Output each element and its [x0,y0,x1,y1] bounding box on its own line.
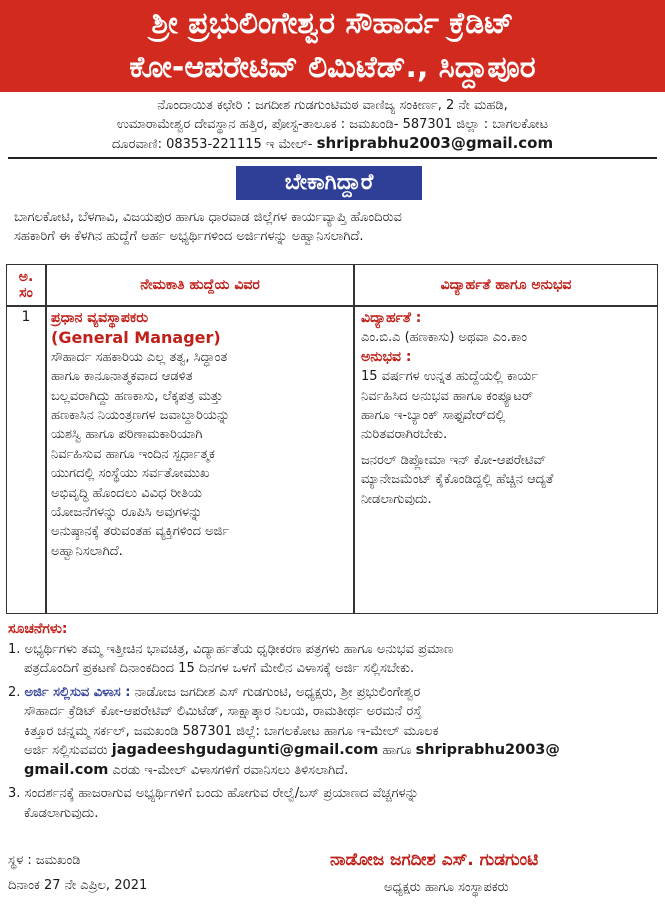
vacancy-table [6,264,658,614]
table-divider [7,305,657,307]
experience-line: 15 ವರ್ಷಗಳ ಉನ್ನತ ಹುದ್ದೆಯಲ್ಲಿ ಕಾರ್ಯ [361,369,539,385]
description-line: ಅನುಷ್ಠಾನಕ್ಕೆ ತರುವಂತಹ ವ್ಯಕ್ತಿಗಳಿಂದ ಅರ್ಜಿ [51,524,230,540]
row-serial-no: 1 [21,309,31,325]
experience-line: ಹಾಗೂ ಇ-ಬ್ಯಾಂಕ್ ಸಾಫ್ಟವೇರ್‌ದಲ್ಲಿ [361,408,506,424]
post-title-kn: ಪ್ರಧಾನ ವ್ಯವಸ್ಥಾಪಕರು [51,310,149,326]
note-2-line: gmail.com ಎರಡು ಇ-ಮೇಲ್ ವಿಳಾಸಗಳಿಗೆ ರವಾನಿಸಲು ತಿಳಿಸಲಾಗಿದೆ. [24,761,349,778]
address-line2: ಉಮಾರಾಮೇಶ್ವರ ದೇವಸ್ಥಾನ ಹತ್ತಿರ, ಪೋಸ್ಟ-ತಾಲೂಕ : ಜಮಖಂಡಿ- 587301 ಜಿಲ್ಲಾ : ಬಾಗಲಕೋಟ [116,117,549,132]
president-email-link[interactable]: jagadeeshgudagunti@gmail.com [111,742,379,758]
description-line: ಯುಗದಲ್ಲಿ ಸಂಸ್ಥೆಯು ಸರ್ವತೋಮುಖ [51,466,210,482]
signatory-name: ನಾಡೋಜ ಜಗದೀಶ ಎಸ್. ಗುಡಗುಂಟಿ [330,850,539,870]
intro-line: ಬಾಗಲಕೋಟಿ, ಬೆಳಗಾವಿ, ವಿಜಯಪುರ ಹಾಗೂ ಧಾರವಾಡ ಜಿಲ್ಲೆಗಳ ಕಾರ್ಯವ್ಯಾಪ್ತಿ ಹೊಂದಿರುವ [14,210,402,225]
date: ದಿನಾಂಕ 27 ನೇ ಎಪ್ರಿಲ, 2021 [8,878,148,893]
phone-label: ದೂರವಾಣಿ: 08353-221115 ಇ ಮೇಲ್- [111,137,313,152]
header-banner [0,0,665,92]
post-title-en: (General Manager) [51,328,221,348]
email-link[interactable]: shriprabhu2003@gmail.com [316,134,554,152]
note-2-line: ಕಿತ್ತೂರ ಚನ್ನಮ್ಮ ಸರ್ಕಲ್, ಜಮಖಂಡಿ 587301 ಜಿಲ್ಲೆ: ಬಾಗಲಕೋಟ ಹಾಗೂ ಇ-ಮೇಲ್ ಮೂಲಕ [24,723,439,739]
application-address-label: ಅರ್ಜಿ ಸಲ್ಲಿಸುವ ವಿಳಾಸ : [24,684,131,700]
qualification-value: ಎಂ.ಬಿ.ಎ (ಹಣಕಾಸು) ಅಥವಾ ಎಂ.ಕಾಂ [361,330,528,346]
contact-line [0,134,665,154]
diploma-line: ಮ್ಯಾನೇಜಮೆಂಟ್ ಕೈಕೊಂಡಿದ್ದಲ್ಲಿ ಹೆಚ್ಚಿನ ಆದ್ಯತೆ [361,472,554,488]
header-serial-no: ಅ. ಸಂ [18,269,34,301]
description-line: ಬಲ್ಲವರಾಗಿದ್ದು ಹಣಕಾಸು, ಲೆಕ್ಕಪತ್ರ ಮತ್ತು [51,388,223,404]
description-line: ನಿರ್ವಹಿಸುವ ಹಾಗೂ ಇಂದಿನ ಸ್ಪರ್ಧಾತ್ಮಕ [51,446,215,462]
note-2-line: ಸೌಹಾರ್ದ ಕ್ರೆಡಿಟ್ ಕೋ-ಆಪರೇಟಿವ್ ಲಿಮಿಟೆಡ್, ಸಾಕ್ಷಾತ್ಕಾರ ನಿಲಯ, ರಾಮತೀರ್ಥ ಅರಮನೆ ರಸ್ತೆ [24,704,422,719]
wanted-banner: ಬೇಕಾಗಿದ್ದಾರೆ [236,166,422,200]
application-address: ನಾಡೋಜ ಜಗದೀಶ ಎಸ್ ಗುಡಗುಂಟಿ, ಅಧ್ಯಕ್ಷರು, ಶ್ರೀ ಪ್ರಭುಲಿಂಗೇಶ್ವರ [134,684,421,700]
instructions-heading: ಸೂಚನೆಗಳು: [8,621,68,637]
signatory-designation: ಅಧ್ಯಕ್ಷರು ಹಾಗೂ ಸಂಸ್ಥಾಪಕರು [384,880,509,895]
note-3-line: ಕೊಡಲಾಗುವುದು. [24,805,99,821]
note-3-line: 3. ಸಂದರ್ಶನಕ್ಕೆ ಹಾಜರಾಗುವ ಅಭ್ಯರ್ಥಿಗಳಿಗೆ ಬಂದು ಹೋಗುವ ರೇಲ್ವೆ/ಬಸ್ ಪ್ರಯಾಣದ ವೆಚ್ಚಗಳನ್ನು [8,786,419,801]
description-line: ಹಣಕಾಸಿನ ನಿಯಂತ್ರಣಗಳ ಜವಾಬ್ದಾರಿಯನ್ನು [51,408,230,424]
place: ಸ್ಥಳ : ಜಮಖಂಡಿ [8,853,81,868]
note-1-line: 1. ಅಭ್ಯರ್ಥಿಗಳು ತಮ್ಮ ಇತ್ತೀಚಿನ ಭಾವಚಿತ್ರ, ವಿದ್ಯಾರ್ಹತೆಯ ಧೃಢೀಕರಣ ಪತ್ರಗಳು ಹಾಗೂ ಅನುಭವ ಪ್ರಮಾಣ [8,641,454,657]
description-line: ಸೌಹಾರ್ದ ಸಹಕಾರಿಯ ಎಲ್ಲ ತತ್ವ, ಸಿದ್ಧಾಂತ [51,349,228,365]
experience-label: ಅನುಭವ : [361,348,412,365]
address-line1: ನೊಂದಾಯಿತ ಕಛೇರಿ : ಜಗದೀಶ ಗುಡಗುಂಟಿಮಠ ವಾಣಿಜ್ಯ ಸಂಕೀರ್ಣ, 2 ನೇ ಮಹಡಿ, [157,98,508,113]
diploma-line: ಜನರಲ್ ಡಿಪ್ಲೋಮಾ ಇನ್ ಕೋ-ಆಪರೇಟಿವ್ [361,452,546,468]
org-name-line2: ಕೋ-ಆಪರೇಟಿವ್ ಲಿಮಿಟೆಡ್., ಸಿದ್ದಾಪೂರ [129,50,536,85]
qualification-label: ವಿದ್ಯಾರ್ಹತೆ : [361,310,422,326]
experience-line: ನುರಿತವರಾಗಿರಬೇಕು. [361,427,448,443]
description-line: ಯಶಸ್ವಿ ಹಾಗೂ ಪರಿಣಾಮಕಾರಿಯಾಗಿ [51,427,203,443]
note-2-line [8,683,660,703]
intro-line: ಸಹಕಾರಿಗೆ ಈ ಕೆಳಗಿನ ಹುದ್ದೆಗೆ ಅರ್ಹ ಅಭ್ಯರ್ಥಿಗಳಿಂದ ಅರ್ಜಿಗಳನ್ನು ಅಹ್ವಾನಿಸಲಾಗಿದೆ. [14,229,364,244]
note-2-line: ಅರ್ಜಿ ಸಲ್ಲಿಸುವವರು jagadeeshgudagunti@gmail.com ಹಾಗೂ shriprabhu2003@ [24,742,560,758]
org-email-link-part[interactable]: gmail.com [24,761,109,778]
org-email-link-part[interactable]: shriprabhu2003@ [415,742,560,758]
qualification-cell [361,309,651,509]
note-1-line: ಪತ್ರದೊಂದಿಗೆ ಪ್ರಕಟಣೆ ದಿನಾಂಕದಿಂದ 15 ದಿನಗಳ ಒಳಗೆ ಮೇಲಿನ ವಿಳಾಸಕ್ಕೆ ಅರ್ಜಿ ಸಲ್ಲಿಸಬೇಕು. [24,661,415,676]
header-post-details: ನೇಮಕಾತಿ ಹುದ್ದೆಯ ವಿವರ [140,277,260,293]
diploma-line: ನೀಡಲಾಗುವುದು. [361,491,432,507]
description-line: ಅಹ್ವಾನಿಸಲಾಗಿದೆ. [51,543,123,559]
table-divider [45,265,47,613]
description-line: ಹಾಗೂ ಕಾನೂನಾತ್ಮಕವಾದ ಆಡಳಿತ [51,369,193,385]
table-divider [353,265,355,613]
note-2-number: 2. [8,684,21,700]
org-name-line1: ಶ್ರೀ ಪ್ರಭುಲಿಂಗೇಶ್ವರ ಸೌಹಾರ್ದ ಕ್ರೆಡಿಟ್ [151,6,514,41]
description-line: ಯೋಜನೆಗಳನ್ನು ರೂಪಿಸಿ ಅವುಗಳನ್ನು [51,505,203,521]
header-qualification: ವಿದ್ಯಾರ್ಹತೆ ಹಾಗೂ ಅನುಭವ [440,277,572,293]
intro-text [14,208,654,246]
experience-line: ನಿರ್ವಹಿಸಿದ ಅನುಭವ ಹಾಗೂ ಕಂಪ್ಯೂಟರ್ [361,388,533,404]
description-line: ಅಭಿವೃದ್ಧಿ ಹೊಂದಲು ವಿವಿಧ ರೀತಿಯ [51,485,202,501]
instructions-section [8,620,660,823]
post-details-cell [51,309,351,561]
divider [8,157,657,159]
